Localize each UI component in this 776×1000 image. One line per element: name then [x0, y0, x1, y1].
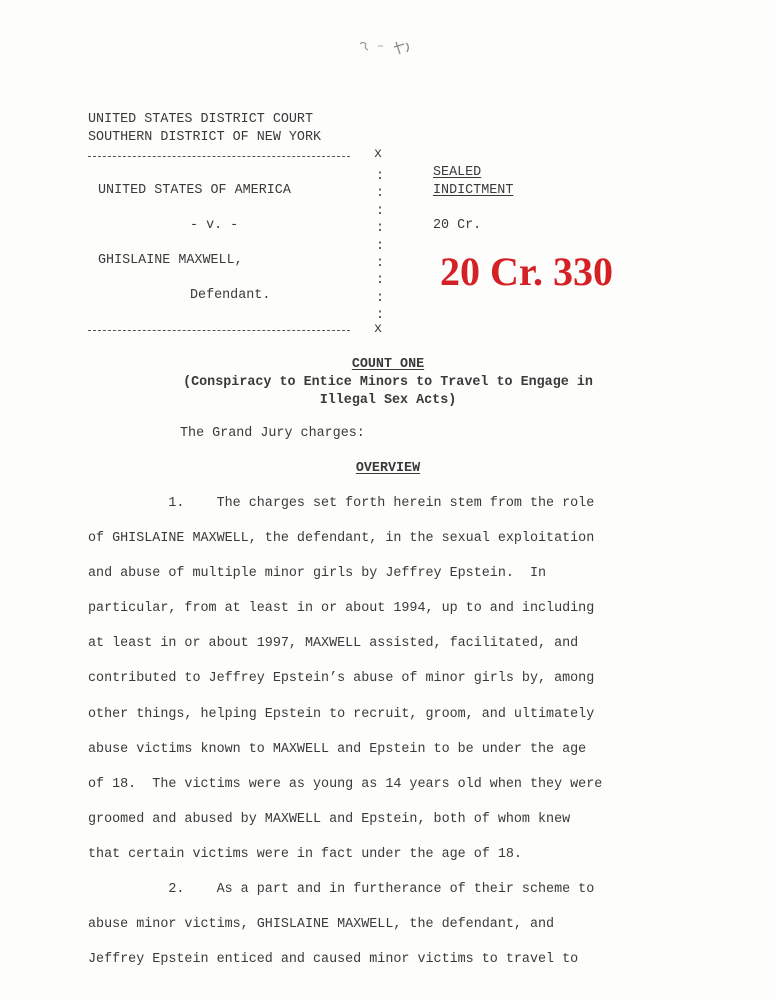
caption-corner-bottom: x [374, 322, 383, 337]
paragraph-1-line: other things, helping Epstein to recruit, groom, and ultimately [88, 707, 595, 722]
paragraph-1-line: contributed to Jeffrey Epstein’s abuse of minor girls by, among [88, 671, 595, 686]
caption-corner-top: x [374, 147, 383, 162]
paragraph-1-line: and abuse of multiple minor girls by Jeffrey Epstein. In [88, 566, 547, 581]
paragraph-1-line: of 18. The victims were as young as 14 years old when they were [88, 777, 603, 792]
paragraph-1-line: particular, from at least in or about 1994, up to and including [88, 601, 595, 616]
section-heading-overview: OVERVIEW [355, 461, 421, 476]
handwritten-mark [356, 38, 418, 58]
paragraph-1-line: of GHISLAINE MAXWELL, the defendant, in the sexual exploitation [88, 531, 595, 546]
defendant-name: GHISLAINE MAXWELL, [98, 253, 243, 268]
versus-label: - v. - [190, 218, 239, 233]
grand-jury-charges: The Grand Jury charges: [180, 426, 365, 441]
count-subtitle-line-1: (Conspiracy to Entice Minors to Travel to Engage in [183, 375, 593, 390]
docket-number-stamp: 20 Cr. 330 [440, 249, 613, 294]
paragraph-1-line: groomed and abused by MAXWELL and Epstein, both of whom knew [88, 812, 571, 827]
count-title: COUNT ONE [351, 357, 425, 372]
caption-divider-bottom [88, 330, 350, 331]
docket-prefix: 20 Cr. [433, 218, 482, 233]
paragraph-2-line: Jeffrey Epstein enticed and caused minor victims to travel to [88, 952, 579, 967]
paragraph-1-line: at least in or about 1997, MAXWELL assisted, facilitated, and [88, 636, 579, 651]
paragraph-1-line: 1. The charges set forth herein stem from the role [88, 496, 595, 511]
count-subtitle-line-2: Illegal Sex Acts) [319, 393, 457, 408]
court-name: UNITED STATES DISTRICT COURT [88, 112, 313, 127]
document-type-sealed: SEALED [433, 165, 482, 180]
paragraph-1-line: that certain victims were in fact under the age of 18. [88, 847, 522, 862]
defendant-label: Defendant. [190, 288, 271, 303]
paragraph-1-line: abuse victims known to MAXWELL and Epstein to be under the age [88, 742, 587, 757]
caption-divider-top [88, 156, 350, 157]
caption-colon-column: : : : : : : : : : [376, 169, 385, 324]
court-district: SOUTHERN DISTRICT OF NEW YORK [88, 130, 322, 145]
document-type-indictment: INDICTMENT [433, 183, 514, 198]
paragraph-2-line: abuse minor victims, GHISLAINE MAXWELL, the defendant, and [88, 917, 555, 932]
plaintiff-name: UNITED STATES OF AMERICA [98, 183, 291, 198]
paragraph-2-line: 2. As a part and in furtherance of their scheme to [88, 882, 595, 897]
